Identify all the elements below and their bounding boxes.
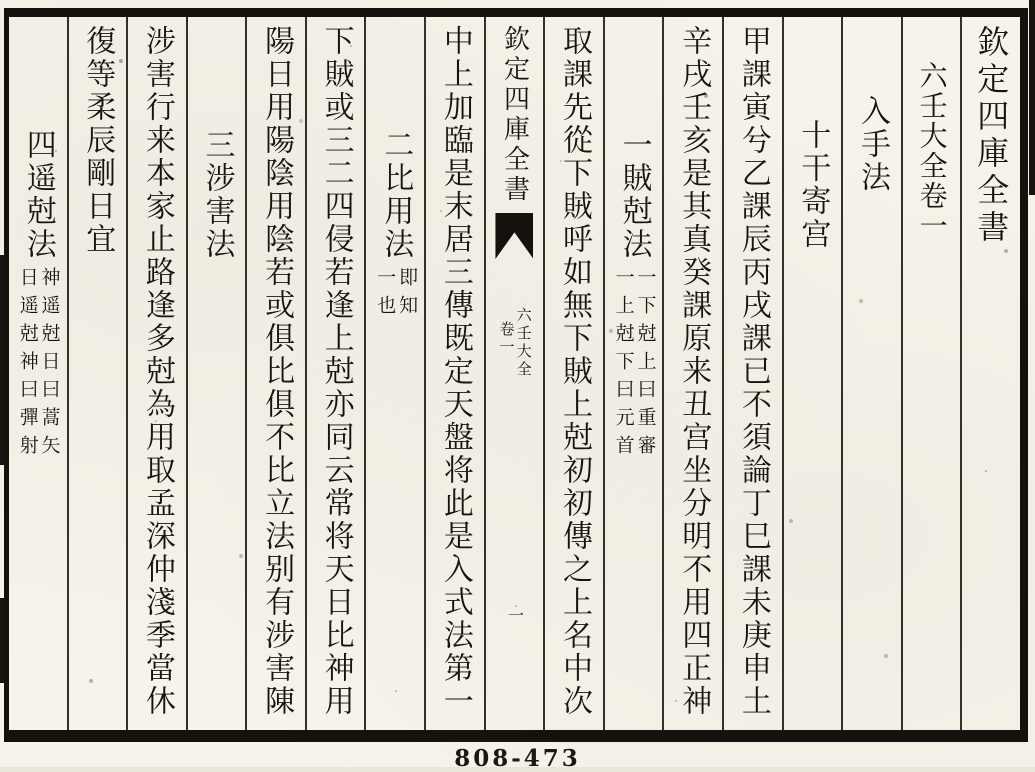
scan-edge-artifact [0,598,4,683]
column-volume-title [901,17,961,730]
verse-text: 涉害行来本家止路逢多尅為用取孟深仲淺季當休 [139,25,175,718]
column-verse-8 [67,17,127,730]
column-verse-6 [245,17,305,730]
column-banxin-center-fold [484,17,544,730]
column-verse-4 [424,17,484,730]
folio-page-number: 808-473 [454,745,581,772]
book-title: 欽定四庫全書 [972,25,1011,247]
column-heading-shigan-jigong [782,17,842,730]
section-heading: 一賊尅法 [616,129,652,261]
scan-edge-artifact [1029,0,1035,195]
column-section-4-yaoke [9,17,67,730]
verse-text: 中上加臨是末居三傳既定天盤将此是入式法第一 [437,25,473,718]
verse-text: 復等柔辰剛日宜 [80,25,116,256]
section-heading: 十干寄宫 [795,119,831,251]
column-verse-3 [543,17,603,730]
banxin-book-series-title: 欽定四庫全書 [499,25,530,205]
banxin-book-volume [497,307,532,379]
section-heading: 三涉害法 [199,129,235,261]
column-section-1-zeike [603,17,663,730]
leaf-number: 一 [505,607,525,623]
section-heading: 二比用法 [378,129,414,261]
column-heading-rushoufa [841,17,901,730]
column-verse-1 [722,17,782,730]
section-heading: 四遥尅法 [20,129,56,261]
verse-text: 取課先從下賊呼如無下賊上尅初初傳之上名中次 [557,25,593,718]
column-section-2-biyong [364,17,424,730]
verse-text: 陽日用陽陰用陰若或俱比俱不比立法别有涉害陳 [259,25,295,718]
column-verse-7 [126,17,186,730]
volume-title: 六壬大全卷一 [915,61,949,241]
scan-noise-specks [0,0,2,2]
verse-text: 辛戌壬亥是其真癸課原来丑宫坐分明不用四正神 [676,25,712,718]
banxin-book-name: 六壬大全 [514,307,533,379]
fishtail-mark-icon [495,213,533,259]
column-verse-5 [305,17,365,730]
interlinear-annotation [612,267,656,463]
banxin-volume-label: 卷一 [497,321,516,357]
interlinear-annotation [373,267,417,323]
annotation-line: 一上尅下曰元首 [612,267,635,463]
column-verse-2 [662,17,722,730]
scan-edge-artifact [0,255,4,465]
annotation-line: 日遥尅神曰彈射 [16,267,39,463]
column-section-3-shehai [186,17,246,730]
annotation-line: 神遥尅日曰蒿矢 [38,267,61,463]
column-book-title [960,17,1020,730]
verse-text: 下賊或三二四侵若逢上尅亦同云常将天日比神用 [318,25,354,718]
annotation-line: 即知 [396,267,419,323]
section-heading: 入手法 [855,95,891,194]
annotation-line: 一也 [374,267,397,323]
annotation-line: 一下尅上曰重審 [634,267,657,463]
text-block-frame [4,8,1028,742]
interlinear-annotation [16,267,60,463]
verse-text: 甲課寅兮乙課辰丙戌課已不須論丁巳課未庚申土 [735,25,771,718]
